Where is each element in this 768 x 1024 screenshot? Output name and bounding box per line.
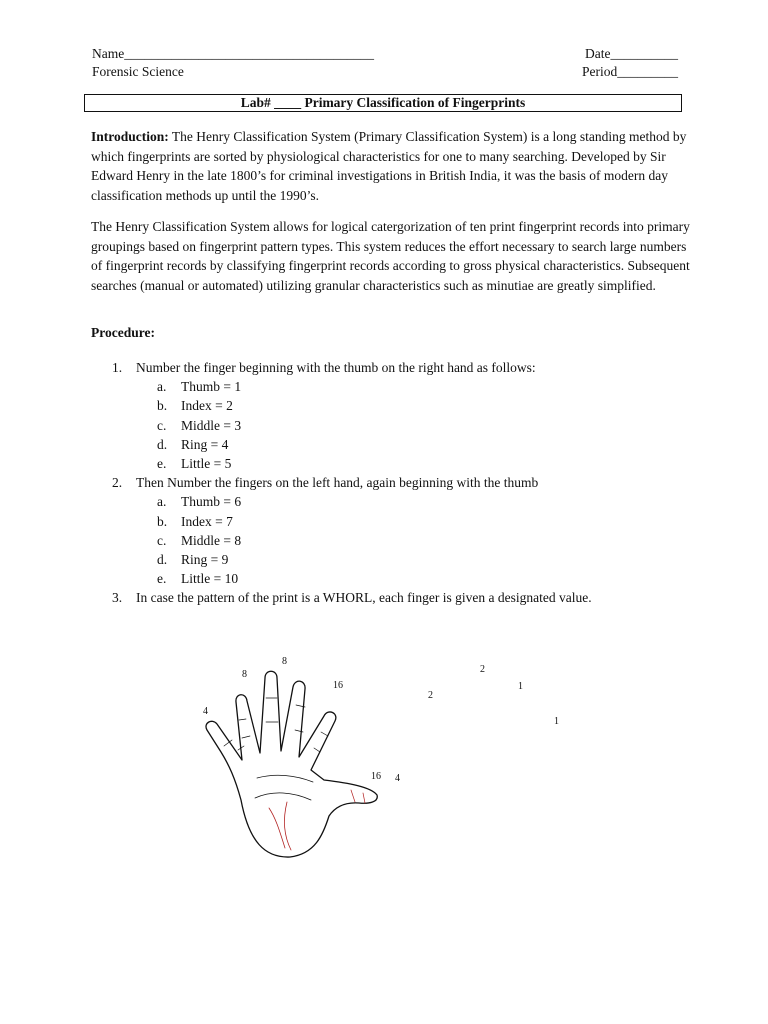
- step-text: In case the pattern of the print is a WHORL, each finger is given a designated value.: [136, 590, 592, 606]
- date-field-label: Date__________: [585, 46, 678, 61]
- procedure-step: [112, 473, 712, 492]
- sub-letter: c.: [157, 532, 167, 548]
- hand-label: 8: [282, 656, 287, 667]
- hand-label: 4: [395, 773, 400, 784]
- sub-letter: a.: [157, 379, 167, 395]
- sub-text: Thumb = 1: [181, 379, 242, 395]
- step-number: 3.: [112, 590, 123, 606]
- course-name: Forensic Science: [92, 64, 184, 79]
- sub-item: [112, 512, 712, 531]
- sub-letter: e.: [157, 571, 167, 587]
- sub-letter: e.: [157, 456, 167, 472]
- hand-label: 8: [242, 669, 247, 680]
- name-field-label: Name_____________________________________: [92, 46, 374, 61]
- left-palm-crease: [269, 808, 285, 848]
- left-hand: [206, 671, 377, 857]
- sub-item: [112, 435, 712, 454]
- sub-text: Index = 7: [181, 513, 233, 529]
- left-finger-crease: [239, 719, 250, 738]
- hand-label: 4: [203, 706, 208, 717]
- sub-letter: b.: [157, 398, 168, 414]
- sub-letter: b.: [157, 513, 168, 529]
- left-palm-crease: [257, 775, 313, 782]
- lab-title: Lab# ____ Primary Classification of Fingerprints: [84, 94, 682, 112]
- sub-item: [112, 569, 712, 588]
- sub-text: Little = 10: [181, 571, 239, 587]
- left-palm-crease: [255, 793, 311, 800]
- sub-text: Ring = 9: [181, 552, 229, 568]
- hand-label: 16: [371, 771, 381, 782]
- sub-item: [112, 396, 712, 415]
- sub-letter: d.: [157, 436, 168, 452]
- sub-item: [112, 377, 712, 396]
- period-field-label: Period_________: [582, 64, 678, 79]
- left-hand-outline: [206, 671, 377, 857]
- introduction-paragraph: [91, 127, 691, 205]
- sub-text: Thumb = 6: [181, 494, 242, 510]
- step-text: Then Number the fingers on the left hand, again beginning with the thumb: [136, 475, 539, 491]
- sub-text: Index = 2: [181, 398, 233, 414]
- hand-label: 16: [333, 680, 343, 691]
- hand-label: 1: [554, 716, 559, 727]
- step-number: 2.: [112, 475, 123, 491]
- left-finger-crease: [266, 698, 278, 722]
- sub-item: [112, 454, 712, 473]
- sub-letter: c.: [157, 417, 167, 433]
- procedure-step: [112, 358, 712, 377]
- sub-text: Middle = 3: [181, 417, 242, 433]
- sub-item: [112, 531, 712, 550]
- hand-label: 2: [480, 664, 485, 675]
- sub-text: Little = 5: [181, 456, 232, 472]
- introduction-text: The Henry Classification System (Primary Classification System) is a long standing method by which fingerprints are sorted by physiological characteristics for one to many searching. Developed by Sir Edward Henry in the late 1800’s for criminal investigations in British India, it was the basis of modern day classification methods up until the 1990’s.: [91, 129, 687, 203]
- step-number: 1.: [112, 360, 123, 375]
- procedure-step: [112, 588, 712, 607]
- sub-letter: a.: [157, 494, 167, 510]
- sub-item: [112, 416, 712, 435]
- sub-letter: d.: [157, 552, 168, 568]
- step-text: Number the finger beginning with the thumb on the right hand as follows:: [136, 360, 536, 375]
- sub-item: [112, 550, 712, 569]
- left-palm-crease: [284, 802, 291, 850]
- hand-label: 1: [518, 681, 523, 692]
- sub-text: Ring = 4: [181, 436, 229, 452]
- left-thumb-crease: [351, 790, 365, 803]
- hand-diagram: [195, 650, 575, 865]
- hand-label: 2: [428, 690, 433, 701]
- procedure-list: [112, 358, 712, 608]
- introduction-lead: Introduction:: [91, 129, 169, 144]
- sub-text: Middle = 8: [181, 532, 242, 548]
- sub-item: [112, 492, 712, 511]
- description-paragraph: The Henry Classification System allows for logical catergorization of ten print fingerprint records into primary groupings based on fingerprint pattern types. This system reduces the effort necessary to search large numbers of fingerprint records by classifying fingerprint records according to gross physical characteristics. Subsequent searches (manual or automated) utilizing granular characteristics such as minutiae are greatly simplified.: [91, 219, 690, 293]
- procedure-heading: Procedure:: [91, 325, 155, 340]
